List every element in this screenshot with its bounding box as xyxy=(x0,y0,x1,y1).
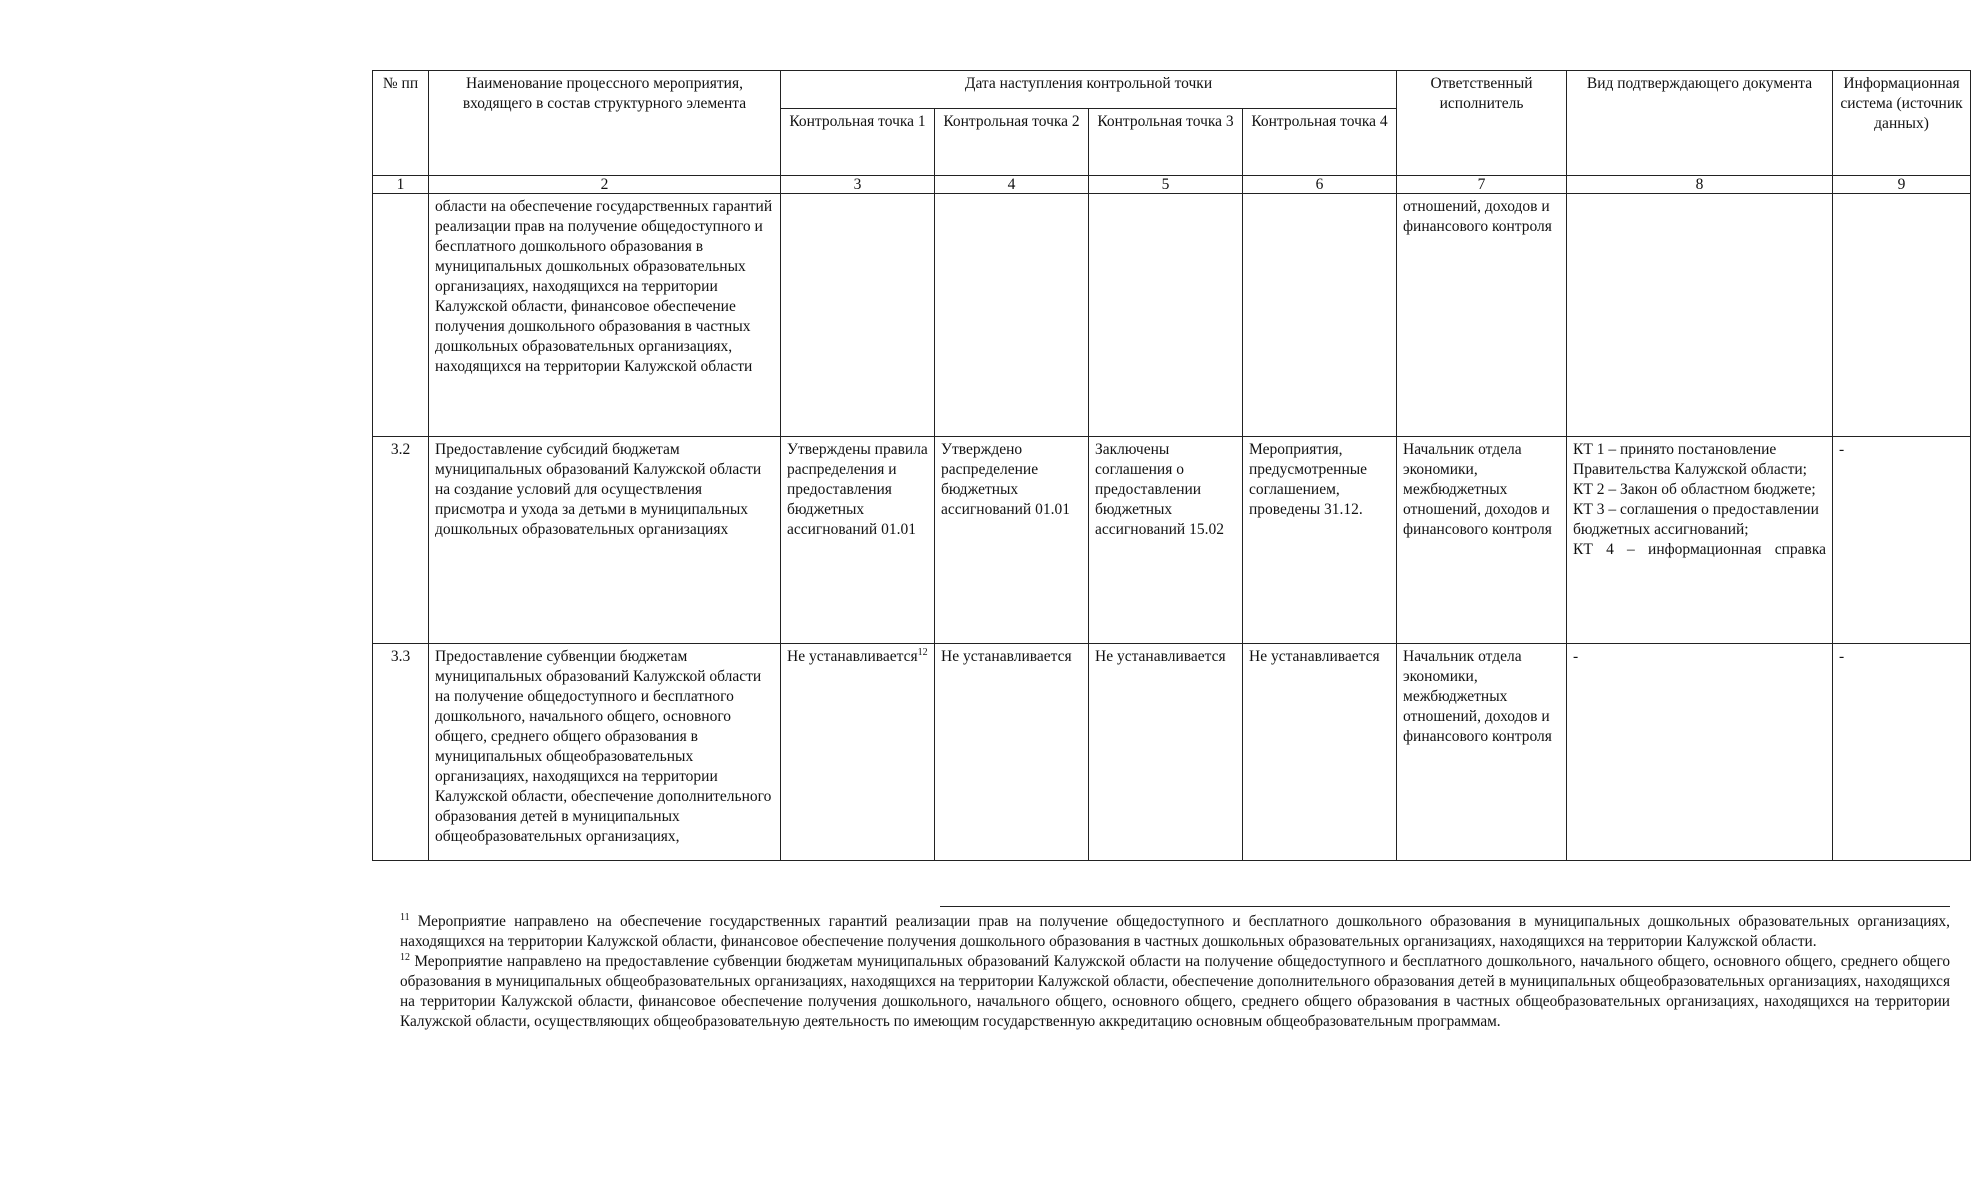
doc-cell xyxy=(1567,194,1833,437)
row-number: 3.3 xyxy=(373,644,429,861)
control-points-table xyxy=(372,70,1971,861)
header-cp2: Контрольная точка 2 xyxy=(935,109,1089,176)
table-row-3-3 xyxy=(373,644,1971,861)
cp3-cell: Не устанавливается xyxy=(1089,644,1243,861)
responsible-cell: Начальник отдела экономики, межбюджетных отношений, доходов и финансового контроля xyxy=(1397,644,1567,861)
footnote-separator xyxy=(940,906,1950,907)
header-responsible: Ответственный исполнитель xyxy=(1397,71,1567,176)
info-cell: - xyxy=(1833,437,1971,644)
doc-line: КТ 4 – информационная справка xyxy=(1573,541,1827,558)
footnote-number: 11 xyxy=(400,911,410,923)
cp4-cell: Не устанавливается xyxy=(1243,644,1397,861)
measure-name: Предоставление субсидий бюджетам муниципальных образований Калужской области на создание условий для осуществления присмотра и ухода за детьми в муниципальных дошкольных образовательных организациях xyxy=(429,437,781,644)
table-row-3-2 xyxy=(373,437,1971,644)
header-row-1 xyxy=(373,71,1971,109)
col-number: 4 xyxy=(935,176,1089,194)
footnote-ref: 12 xyxy=(917,646,928,658)
info-cell: - xyxy=(1833,644,1971,861)
doc-cell xyxy=(1567,437,1833,644)
col-number: 7 xyxy=(1397,176,1567,194)
header-cp3: Контрольная точка 3 xyxy=(1089,109,1243,176)
header-date-group: Дата наступления контрольной точки xyxy=(781,71,1397,109)
col-number: 5 xyxy=(1089,176,1243,194)
doc-line: КТ 2 – Закон об областном бюджете; xyxy=(1573,481,1816,498)
footnote-text: Мероприятие направлено на предоставление субвенции бюджетам муниципальных образований Калужской области на получение общедоступного и бесплатного дошкольного, начального общего, основного общего, среднего общего образования в муниципальных общеобразовательных организациях, находящихся на территории Калужской области, обеспечение дополнительного образования детей в муниципальных общеобразовательных организациях, находящихся на территории Калужской области, финансовое обеспечение получения дошкольного, начального общего, основного общего, среднего общего образования в частных общеобразовательных организациях, находящихся на территории Калужской области, осуществляющих общеобразовательную деятельность по имеющим государственную аккредитацию основным общеобразовательным программам. xyxy=(400,953,1951,1030)
footnote-12 xyxy=(400,952,1950,1032)
header-doc-type: Вид подтверждающего документа xyxy=(1567,71,1833,176)
footnote-number: 12 xyxy=(400,951,410,963)
doc-cell: - xyxy=(1567,644,1833,861)
footnote-text: Мероприятие направлено на обеспечение государственных гарантий реализации прав на получение общедоступного и бесплатного дошкольного образования в муниципальных дошкольных образовательных организациях, находящихся на территории Калужской области, финансовое обеспечение получения дошкольного образования в частных дошкольных образовательных организациях, находящихся на территории Калужской области. xyxy=(400,913,1951,950)
row-number: 3.2 xyxy=(373,437,429,644)
header-info-system: Информационная система (источник данных) xyxy=(1833,71,1971,176)
col-number: 8 xyxy=(1567,176,1833,194)
doc-line: КТ 1 – принято постановление Правительства Калужской области; xyxy=(1573,441,1807,478)
col-number: 6 xyxy=(1243,176,1397,194)
responsible-cell: отношений, доходов и финансового контроля xyxy=(1397,194,1567,437)
cp2-cell: Не устанавливается xyxy=(935,644,1089,861)
col-number: 2 xyxy=(429,176,781,194)
row-number xyxy=(373,194,429,437)
cp2-cell xyxy=(935,194,1089,437)
col-number: 1 xyxy=(373,176,429,194)
table-row-continuation xyxy=(373,194,1971,437)
measure-name: Предоставление субвенции бюджетам муниципальных образований Калужской области на получение общедоступного и бесплатного дошкольного, начального общего, основного общего, среднего общего образования в муниципальных общеобразовательных организациях, находящихся на территории Калужской области, обеспечение дополнительного образования детей в муниципальных общеобразовательных организациях, xyxy=(429,644,781,861)
header-cp4: Контрольная точка 4 xyxy=(1243,109,1397,176)
header-num: № пп xyxy=(373,71,429,176)
cp3-cell xyxy=(1089,194,1243,437)
cp2-cell: Утверждено распределение бюджетных ассигнований 01.01 xyxy=(935,437,1089,644)
measure-name: области на обеспечение государственных гарантий реализации прав на получение общедоступного и бесплатного дошкольного образования в муниципальных дошкольных образовательных организациях, находящихся на территории Калужской области, финансовое обеспечение получения дошкольного образования в частных дошкольных образовательных организациях, находящихся на территории Калужской области xyxy=(429,194,781,437)
responsible-cell: Начальник отдела экономики, межбюджетных отношений, доходов и финансового контроля xyxy=(1397,437,1567,644)
footnote-11 xyxy=(400,912,1950,952)
header-name: Наименование процессного мероприятия, входящего в состав структурного элемента xyxy=(429,71,781,176)
info-cell xyxy=(1833,194,1971,437)
col-number: 9 xyxy=(1833,176,1971,194)
column-numbers-row xyxy=(373,176,1971,194)
cp4-cell xyxy=(1243,194,1397,437)
cp4-cell: Мероприятия, предусмотренные соглашением, проведены 31.12. xyxy=(1243,437,1397,644)
doc-line: КТ 3 – соглашения о предоставлении бюджетных ассигнований; xyxy=(1573,501,1819,538)
footnotes xyxy=(400,912,1950,1032)
cp1-cell xyxy=(781,194,935,437)
cp1-cell: Утверждены правила распределения и предоставления бюджетных ассигнований 01.01 xyxy=(781,437,935,644)
header-cp1: Контрольная точка 1 xyxy=(781,109,935,176)
cp1-cell xyxy=(781,644,935,861)
cp1-text: Не устанавливается xyxy=(787,648,918,665)
cp3-cell: Заключены соглашения о предоставлении бюджетных ассигнований 15.02 xyxy=(1089,437,1243,644)
col-number: 3 xyxy=(781,176,935,194)
